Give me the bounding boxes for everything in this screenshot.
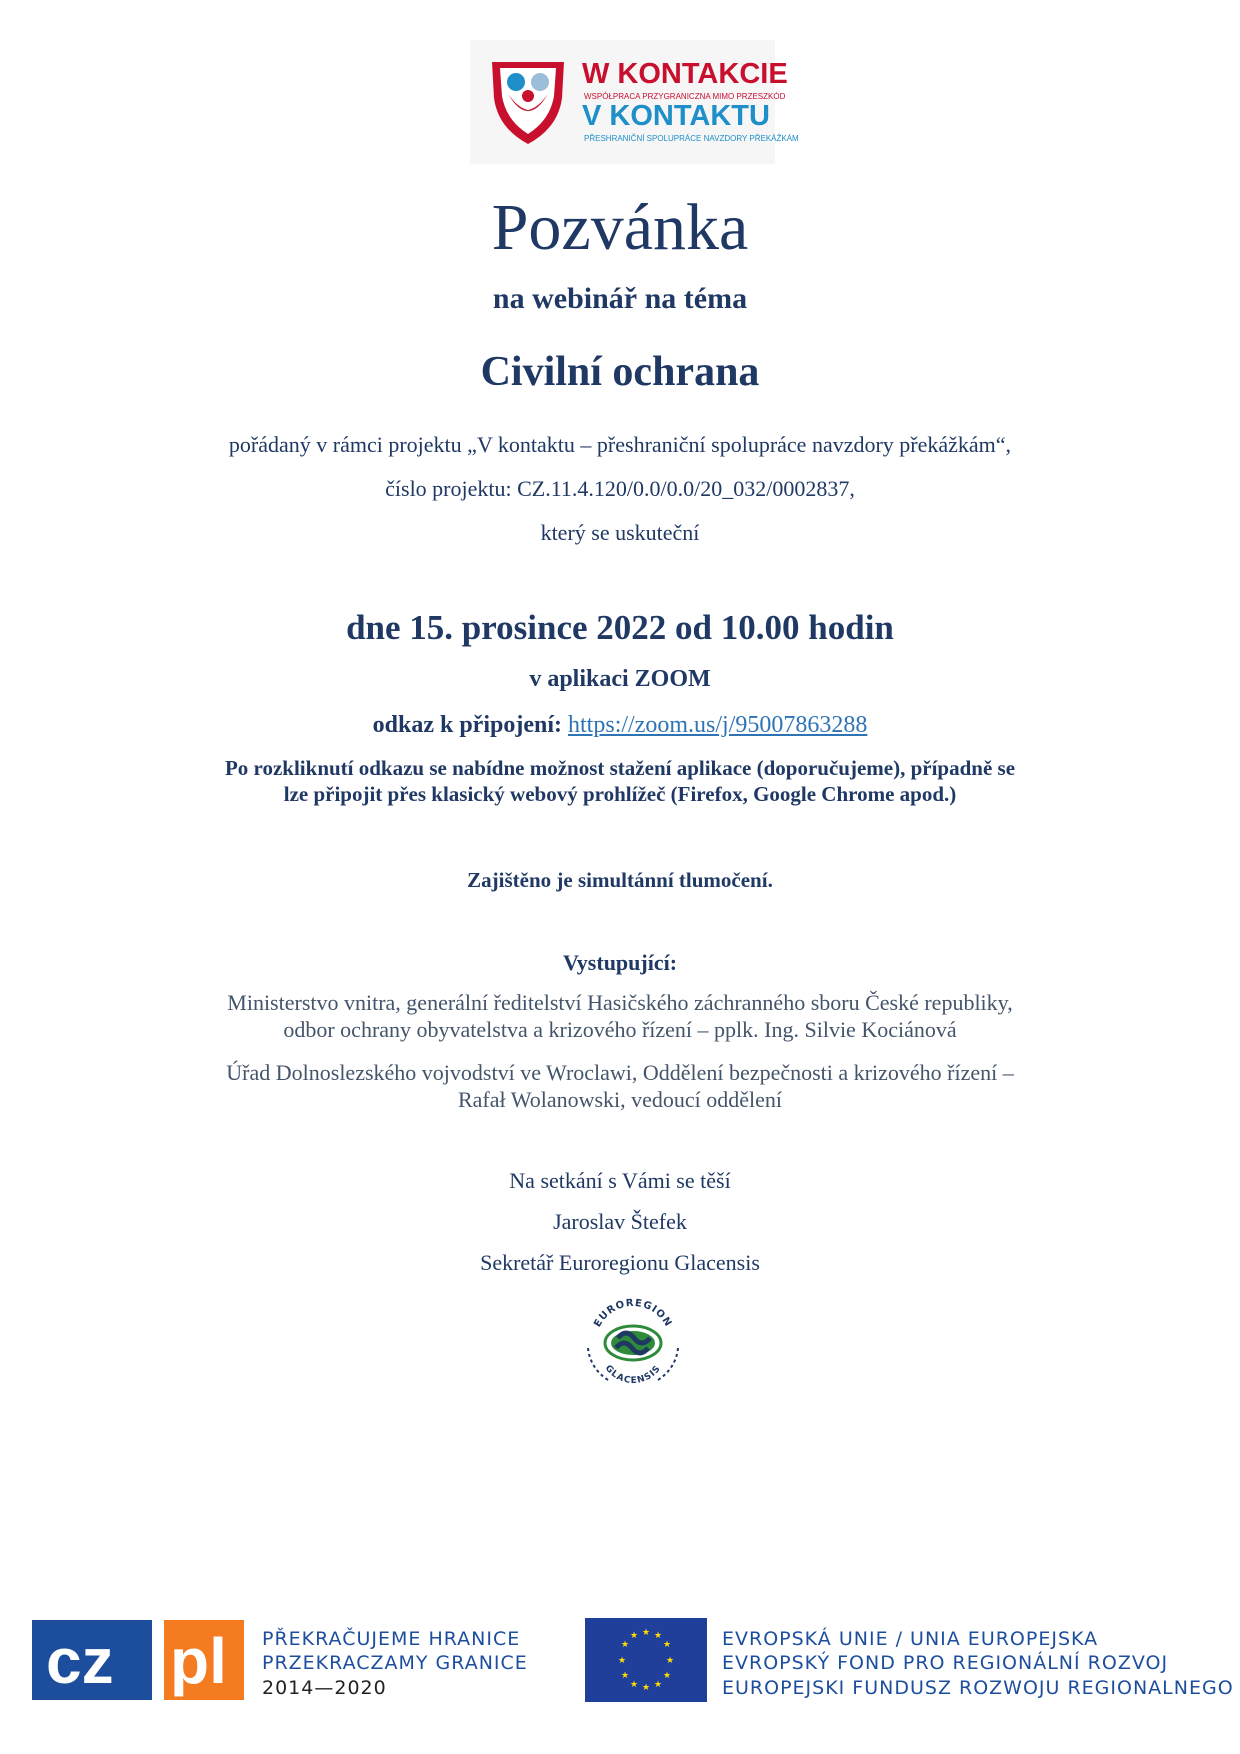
footer-left-line2: PRZEKRACZAMY GRANICE	[262, 1652, 528, 1674]
czpl-pl-block	[164, 1620, 244, 1700]
join-link-label: odkaz k připojení:	[372, 712, 563, 738]
logo-title-pl: W KONTAKCIE	[582, 58, 788, 90]
czpl-program-logo	[32, 1620, 244, 1700]
webinar-topic: Civilní ochrana	[480, 349, 760, 395]
svg-text:GLACENSIS	[603, 1364, 663, 1387]
euroregion-bottom-text: GLACENSIS	[602, 1363, 664, 1387]
project-number: číslo projektu: CZ.11.4.120/0.0/0.0/20_032/0002837,	[385, 476, 855, 501]
join-note-line1: Po rozkliknutí odkazu se nabídne možnost stažení aplikace (doporučujeme), případně se	[224, 756, 1016, 780]
svg-text:★: ★	[629, 1680, 639, 1690]
logo-subtitle-pl: WSPÓŁPRACA PRZYGRANICZNA MIMO PRZESZKÓD	[584, 92, 786, 101]
closing-greeting: Na setkání s Vámi se těší	[509, 1168, 731, 1193]
svg-text:EUROREGION	[592, 1298, 674, 1329]
shield-people-icon	[488, 58, 568, 146]
join-note-line2: lze připojit přes klasický webový prohlížeč (Firefox, Google Chrome apod.)	[283, 782, 957, 806]
logo-subtitle-cz: PŘESHRANIČNÍ SPOLUPRÁCE NAVZDORY PŘEKÁŽKÁM	[584, 134, 799, 143]
speaker2-line1: Úřad Dolnoslezského vojvodství ve Wroclawi, Oddělení bezpečnosti a krizového řízení –	[226, 1060, 1014, 1085]
euroregion-top-text: EUROREGION	[592, 1297, 674, 1330]
svg-text:★: ★	[641, 1628, 651, 1638]
svg-text:★: ★	[617, 1656, 627, 1666]
invitation-title: Pozvánka	[491, 191, 749, 264]
interpretation-note: Zajištěno je simultánní tlumočení.	[467, 868, 773, 892]
svg-text:★: ★	[653, 1680, 663, 1690]
czpl-pl-text: pl	[170, 1625, 227, 1697]
event-app: v aplikaci ZOOM	[529, 666, 711, 692]
logo-title-cz: V KONTAKTU	[582, 100, 770, 132]
eu-flag-icon	[585, 1618, 707, 1702]
svg-text:★: ★	[662, 1671, 672, 1681]
svg-text:★: ★	[620, 1671, 630, 1681]
svg-text:★: ★	[620, 1640, 630, 1650]
svg-text:★: ★	[641, 1683, 651, 1693]
signatory-name: Jaroslav Štefek	[553, 1209, 687, 1234]
footer-right-line1: EVROPSKÁ UNIE / UNIA EUROPEJSKA	[722, 1628, 1099, 1650]
project-logo	[470, 40, 799, 164]
invitation-subtitle: na webinář na téma	[492, 282, 748, 315]
euroregion-glacensis-logo	[578, 1288, 688, 1398]
footer-left-line3: 2014—2020	[262, 1677, 387, 1699]
footer-right-line3: EUROPEJSKI FUNDUSZ ROZWOJU REGIONALNEGO	[722, 1677, 1234, 1699]
speakers-heading: Vystupující:	[562, 950, 678, 975]
czpl-cz-text: cz	[46, 1625, 114, 1697]
svg-text:★: ★	[665, 1656, 675, 1666]
speaker2-line2: Rafał Wolanowski, vedoucí oddělení	[457, 1087, 783, 1112]
takes-place-line: který se uskuteční	[540, 520, 700, 545]
czpl-cz-block	[32, 1620, 152, 1700]
project-organized-line: pořádaný v rámci projektu „V kontaktu – přeshraniční spolupráce navzdory překážkám“,	[228, 432, 1012, 457]
signatory-title: Sekretář Euroregionu Glacensis	[480, 1250, 760, 1275]
footer-right-line2: EVROPSKÝ FOND PRO REGIONÁLNÍ ROZVOJ	[722, 1652, 1169, 1674]
svg-text:★: ★	[629, 1631, 639, 1641]
zoom-link[interactable]: https://zoom.us/j/95007863288	[568, 712, 868, 738]
svg-text:★: ★	[662, 1640, 672, 1650]
svg-text:★: ★	[653, 1631, 663, 1641]
speaker1-line1: Ministerstvo vnitra, generální ředitelství Hasičského záchranného sboru České republiky,	[227, 990, 1013, 1015]
join-link-line	[0, 712, 1240, 739]
speaker1-line2: odbor ochrany obyvatelstva a krizového řízení – pplk. Ing. Silvie Kociánová	[283, 1017, 957, 1042]
footer-left-line1: PŘEKRAČUJEME HRANICE	[262, 1628, 521, 1650]
event-date: dne 15. prosince 2022 od 10.00 hodin	[346, 608, 894, 647]
